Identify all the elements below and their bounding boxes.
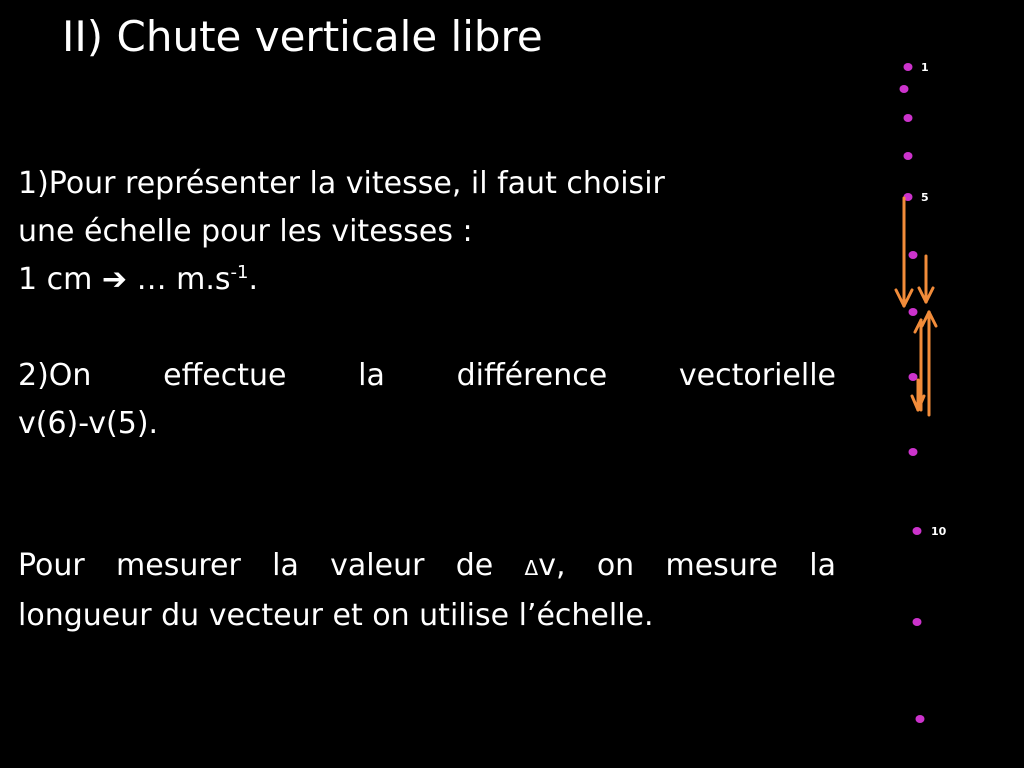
slide-title: II) Chute verticale libre <box>62 12 543 61</box>
measure-suffix: v, on mesure la <box>538 548 836 583</box>
position-dot <box>909 251 918 259</box>
scale-value: … m.s <box>127 262 231 297</box>
position-dot <box>904 152 913 160</box>
velocity-vectors <box>896 198 936 415</box>
difference-line-1: 2)On effectue la différence vectorielle <box>18 358 836 393</box>
position-dot <box>900 85 909 93</box>
dot-label: 10 <box>931 525 947 538</box>
scale-period: . <box>248 262 258 297</box>
free-fall-diagram <box>880 50 980 750</box>
scale-unit: 1 cm <box>18 262 93 297</box>
scale-line-3 <box>18 256 836 304</box>
scale-line-1: 1)Pour représenter la vitesse, il faut choisir <box>18 166 665 201</box>
measure-paragraph <box>18 542 836 640</box>
measure-line-1 <box>18 542 836 592</box>
delta-symbol: Δ <box>524 556 539 580</box>
difference-paragraph <box>18 352 836 448</box>
position-dot <box>913 618 922 626</box>
right-arrow-icon: ➔ <box>101 262 128 297</box>
dot-label: 1 <box>921 61 929 74</box>
position-dot <box>909 308 918 316</box>
position-dot <box>909 448 918 456</box>
scale-line-2: une échelle pour les vitesses : <box>18 214 473 249</box>
position-dot <box>909 373 918 381</box>
position-dot <box>904 63 913 71</box>
difference-line-2: v(6)-v(5). <box>18 406 159 441</box>
position-dot <box>904 114 913 122</box>
exponent: -1 <box>230 262 249 283</box>
dot-label: 5 <box>921 191 929 204</box>
position-dot <box>916 715 925 723</box>
measure-prefix: Pour mesurer la valeur de <box>18 548 525 583</box>
position-dot <box>913 527 922 535</box>
measure-line-2: longueur du vecteur et on utilise l’échelle. <box>18 598 654 633</box>
scale-paragraph <box>18 160 836 304</box>
